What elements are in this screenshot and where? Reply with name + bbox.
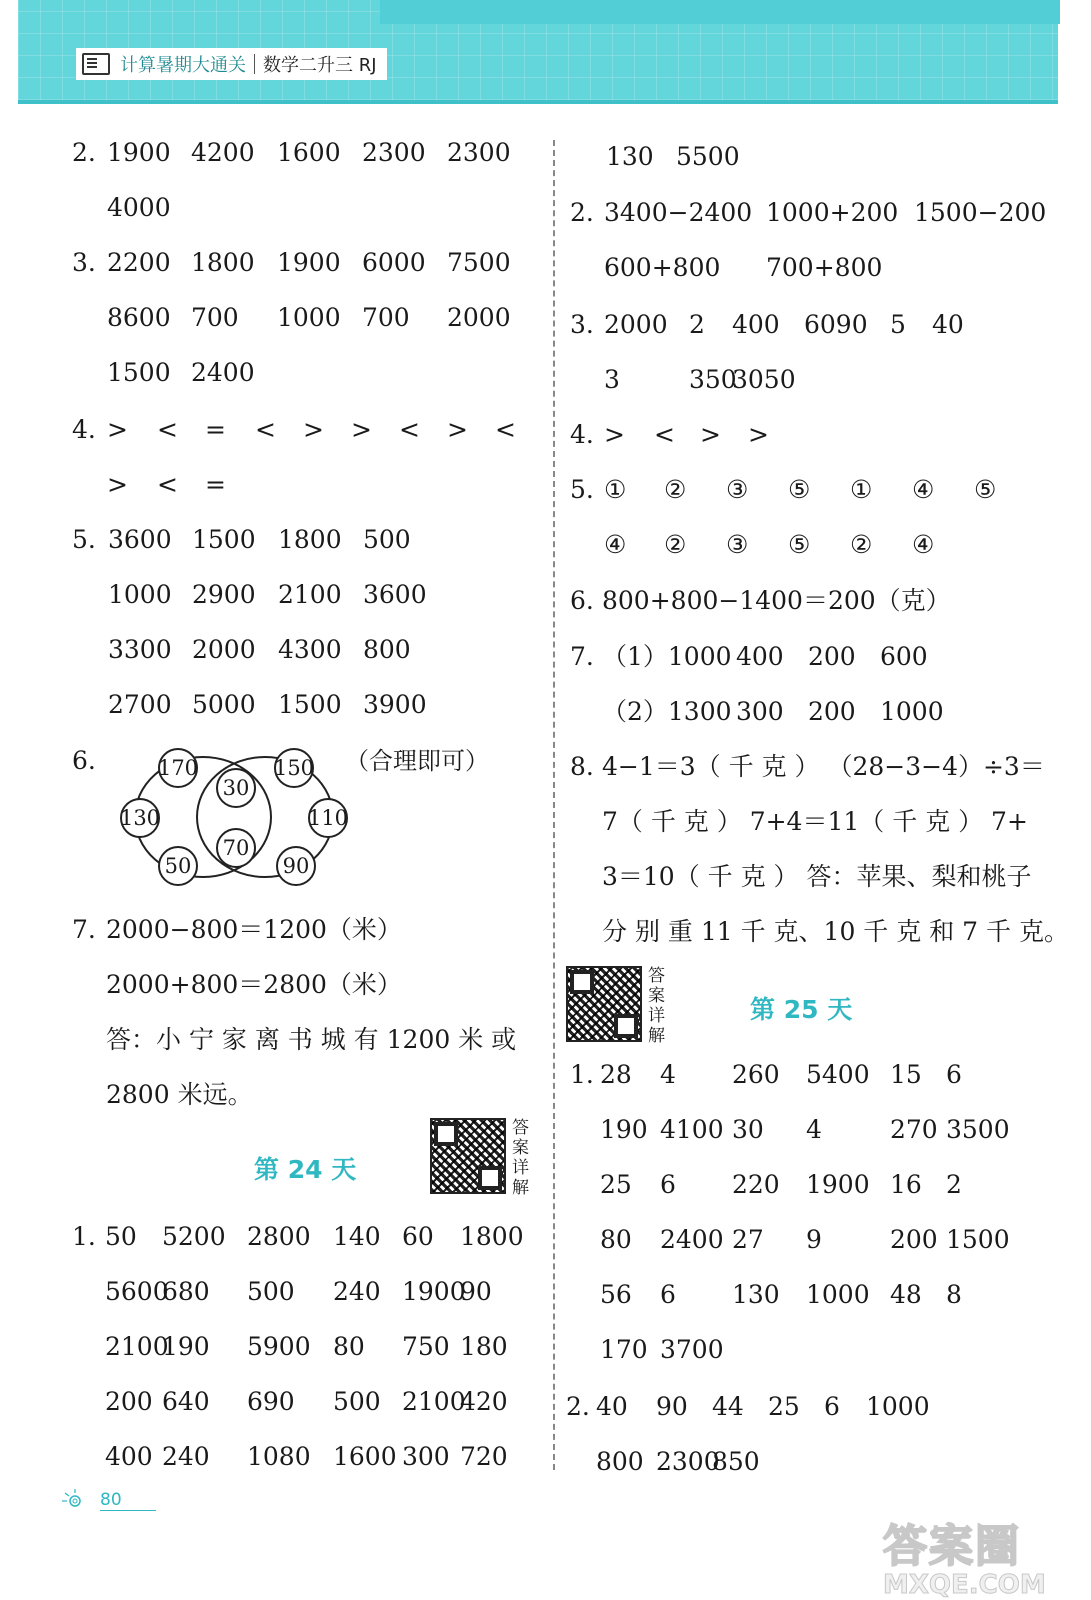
answer-value: ①	[604, 475, 627, 504]
answer-value: ②	[850, 530, 873, 559]
answer-value: 270	[890, 1115, 938, 1144]
answer-value: 190	[162, 1332, 210, 1361]
answer-value: <	[255, 415, 276, 444]
answer-value: 1000	[866, 1392, 930, 1421]
answer-value: 700	[362, 303, 410, 332]
answer-value: 6090	[804, 310, 868, 339]
answer-value: 130	[606, 142, 654, 171]
answer-value: 3400−2400	[604, 198, 753, 227]
answer-value: 5600	[105, 1277, 169, 1306]
answer-text: 2000−800＝1200（米）	[106, 915, 402, 944]
sun-icon	[60, 1488, 90, 1510]
answer-value: 80	[333, 1332, 365, 1361]
answer-value: 600+800	[604, 253, 721, 282]
answer-text: 3＝10（ 千 克 ） 答：苹果、梨和桃子	[602, 862, 1032, 891]
answer-value: 2400	[660, 1225, 724, 1254]
number-circle: 30	[216, 768, 256, 808]
answer-value: 3600	[363, 580, 427, 609]
answer-value: <	[654, 420, 675, 449]
answer-value: 25	[768, 1392, 800, 1421]
answer-value: 25	[600, 1170, 632, 1199]
question-number: 1.	[72, 1222, 96, 1251]
answer-value: 80	[600, 1225, 632, 1254]
answer-value: 240	[333, 1277, 381, 1306]
question-number: 5.	[72, 525, 96, 554]
question-number: 6.	[570, 586, 594, 615]
answer-value: 200	[105, 1387, 153, 1416]
answer-value: 8600	[107, 303, 171, 332]
answer-value: ②	[664, 530, 687, 559]
answer-value: 750	[402, 1332, 450, 1361]
answer-value: 15	[890, 1060, 922, 1089]
answer-value: 2200	[107, 248, 171, 277]
answer-value: 5500	[676, 142, 740, 171]
answer-value: ⑤	[788, 475, 811, 504]
answer-value: 2700	[108, 690, 172, 719]
qr-code-day24	[430, 1118, 506, 1194]
answer-text: 分 别 重 11 千 克、10 千 克 和 7 千 克。	[602, 917, 1069, 946]
question-number: 4.	[570, 420, 594, 449]
answer-value: 60	[402, 1222, 434, 1251]
header-label	[76, 48, 387, 80]
answer-value: 2000	[192, 635, 256, 664]
answer-value: 4000	[107, 193, 171, 222]
question-number: 7.	[72, 915, 96, 944]
answer-value: 2300	[447, 138, 511, 167]
number-circle: 70	[216, 828, 256, 868]
answer-value: 190	[600, 1115, 648, 1144]
answer-value: ④	[912, 475, 935, 504]
answer-value: 600	[880, 642, 928, 671]
answer-value: 700+800	[766, 253, 883, 282]
header-fold	[380, 0, 1060, 24]
answer-value: 2300	[362, 138, 426, 167]
answer-value: 1800	[191, 248, 255, 277]
answer-value: 50	[105, 1222, 137, 1251]
answer-value: 690	[247, 1387, 295, 1416]
answer-value: 200	[808, 642, 856, 671]
answer-value: ④	[604, 530, 627, 559]
answer-value: 720	[460, 1442, 508, 1471]
answer-value: 6	[946, 1060, 962, 1089]
qr-label-day24: 答案详解	[512, 1118, 529, 1198]
answer-value: 2	[689, 310, 705, 339]
answer-value: 90	[656, 1392, 688, 1421]
answer-value: 28	[600, 1060, 632, 1089]
answer-value: >	[447, 415, 468, 444]
answer-value: 1900	[402, 1277, 466, 1306]
number-circle: 150	[274, 748, 314, 788]
header-separator	[254, 54, 255, 74]
answer-value: 850	[712, 1447, 760, 1476]
answer-value: 200	[808, 697, 856, 726]
answer-value: 30	[732, 1115, 764, 1144]
answer-value: 2300	[656, 1447, 720, 1476]
answer-value: 680	[162, 1277, 210, 1306]
answer-value: ①	[850, 475, 873, 504]
answer-value: 3050	[732, 365, 796, 394]
answer-value: <	[157, 415, 178, 444]
answer-value: 240	[162, 1442, 210, 1471]
header-series: 计算暑期大通关	[120, 55, 246, 76]
book-icon	[82, 53, 110, 75]
answer-value: 400	[105, 1442, 153, 1471]
page-number: 80	[100, 1490, 156, 1511]
answer-value: 3600	[108, 525, 172, 554]
answer-text: 800+800−1400＝200（克）	[602, 586, 951, 615]
answer-value: 9	[806, 1225, 822, 1254]
answer-value: =	[205, 470, 226, 499]
number-circle: 170	[158, 748, 198, 788]
answer-value: ②	[664, 475, 687, 504]
answer-value: 5200	[162, 1222, 226, 1251]
answer-value: 16	[890, 1170, 922, 1199]
watermark-top: 答案圈	[883, 1521, 1021, 1572]
qr-code-day25	[566, 966, 642, 1042]
number-circle: 90	[276, 846, 316, 886]
answer-value: 6	[660, 1280, 676, 1309]
answer-value: 130	[732, 1280, 780, 1309]
answer-value: 1000	[277, 303, 341, 332]
answer-value: 27	[732, 1225, 764, 1254]
answer-value: 1600	[333, 1442, 397, 1471]
answer-value: 5	[890, 310, 906, 339]
qr-label-day25: 答案详解	[648, 966, 665, 1046]
answer-value: 1000+200	[766, 198, 899, 227]
answer-value: 1000	[108, 580, 172, 609]
answer-value: 1600	[277, 138, 341, 167]
answer-value: 4200	[191, 138, 255, 167]
answer-value: =	[205, 415, 226, 444]
question-number: 6.	[72, 746, 96, 775]
answer-value: 640	[162, 1387, 210, 1416]
answer-text: 4−1＝3（ 千 克 ） （28−3−4）÷3＝	[602, 752, 1045, 781]
answer-value: 350	[689, 365, 737, 394]
answer-value: 180	[460, 1332, 508, 1361]
answer-value: 1080	[247, 1442, 311, 1471]
answer-value: 2000	[447, 303, 511, 332]
answer-value: 300	[736, 697, 784, 726]
answer-value: 140	[333, 1222, 381, 1251]
number-circle: 130	[120, 798, 160, 838]
answer-value: 44	[712, 1392, 744, 1421]
answer-value: 2100	[105, 1332, 169, 1361]
answer-value: 420	[460, 1387, 508, 1416]
question-number: 2.	[566, 1392, 590, 1421]
answer-text: 7（ 千 克 ） 7+4＝11（ 千 克 ） 7+	[602, 807, 1028, 836]
answer-value: 1500	[107, 358, 171, 387]
answer-value: ③	[726, 475, 749, 504]
answer-value: 400	[736, 642, 784, 671]
answer-value: 1900	[107, 138, 171, 167]
answer-value: 1800	[460, 1222, 524, 1251]
question-number: 1.	[570, 1060, 594, 1089]
answer-value: 1000	[806, 1280, 870, 1309]
answer-value: 40	[932, 310, 964, 339]
header-subject: 数学二升三 RJ	[263, 55, 377, 76]
question-number: 3.	[72, 248, 96, 277]
number-circle: 50	[158, 846, 198, 886]
question-number: 8.	[570, 752, 594, 781]
answer-value: 3900	[363, 690, 427, 719]
answer-text: 2000+800＝2800（米）	[106, 970, 402, 999]
answer-value: 48	[890, 1280, 922, 1309]
answer-value: 6	[824, 1392, 840, 1421]
answer-value: 3500	[946, 1115, 1010, 1144]
answer-value: ④	[912, 530, 935, 559]
answer-value: 800	[596, 1447, 644, 1476]
answer-value: 2400	[191, 358, 255, 387]
answer-value: 6	[660, 1170, 676, 1199]
answer-value: 700	[191, 303, 239, 332]
watermark	[883, 1510, 1063, 1600]
answer-value: （2）1300	[602, 697, 732, 726]
section-title-day25: 第 25 天	[750, 995, 853, 1024]
answer-value: 2	[946, 1170, 962, 1199]
answer-value: >	[303, 415, 324, 444]
answer-value: 90	[460, 1277, 492, 1306]
answer-value: 1500	[278, 690, 342, 719]
answer-value: 4	[806, 1115, 822, 1144]
answer-value: 1500	[946, 1225, 1010, 1254]
q6-note: （合理即可）	[345, 747, 489, 775]
answer-value: 170	[600, 1335, 648, 1364]
answer-value: <	[495, 415, 516, 444]
answer-value: >	[107, 470, 128, 499]
answer-value: 40	[596, 1392, 628, 1421]
answer-value: <	[157, 470, 178, 499]
answer-value: 2900	[192, 580, 256, 609]
answer-value: 7500	[447, 248, 511, 277]
answer-value: 4	[660, 1060, 676, 1089]
answer-value: 3700	[660, 1335, 724, 1364]
answer-value: 300	[402, 1442, 450, 1471]
answer-value: >	[748, 420, 769, 449]
answer-value: 260	[732, 1060, 780, 1089]
answer-value: 4300	[278, 635, 342, 664]
question-number: 2.	[72, 138, 96, 167]
question-number: 7.	[570, 642, 594, 671]
answer-value: 1900	[277, 248, 341, 277]
question-number: 4.	[72, 415, 96, 444]
answer-value: ⑤	[788, 530, 811, 559]
answer-value: ⑤	[974, 475, 997, 504]
answer-value: 5400	[806, 1060, 870, 1089]
answer-value: 500	[247, 1277, 295, 1306]
answer-value: 1500−200	[914, 198, 1047, 227]
answer-value: 500	[363, 525, 411, 554]
question-number: 5.	[570, 475, 594, 504]
answer-value: >	[700, 420, 721, 449]
answer-value: 3300	[108, 635, 172, 664]
question-number: 3.	[570, 310, 594, 339]
answer-value: 1800	[278, 525, 342, 554]
answer-text: 答：小 宁 家 离 书 城 有 1200 米 或	[106, 1025, 517, 1054]
answer-text: 2800 米远。	[106, 1080, 253, 1109]
section-title-day24: 第 24 天	[254, 1155, 357, 1184]
answer-value: 1000	[880, 697, 944, 726]
answer-value: 220	[732, 1170, 780, 1199]
answer-value: 4100	[660, 1115, 724, 1144]
answer-value: 2100	[278, 580, 342, 609]
number-circle: 110	[308, 798, 348, 838]
column-divider	[553, 140, 555, 1470]
answer-value: <	[399, 415, 420, 444]
answer-value: 2100	[402, 1387, 466, 1416]
answer-value: 200	[890, 1225, 938, 1254]
watermark-bottom: MXQE.COM	[883, 1570, 1046, 1600]
answer-value: 2800	[247, 1222, 311, 1251]
answer-value: 400	[732, 310, 780, 339]
answer-value: 2000	[604, 310, 668, 339]
answer-value: ③	[726, 530, 749, 559]
answer-value: 1500	[192, 525, 256, 554]
answer-value: 5000	[192, 690, 256, 719]
answer-value: 8	[946, 1280, 962, 1309]
answer-value: >	[604, 420, 625, 449]
answer-value: 500	[333, 1387, 381, 1416]
answer-value: 1900	[806, 1170, 870, 1199]
answer-value: 6000	[362, 248, 426, 277]
answer-value: 5900	[247, 1332, 311, 1361]
question-number: 2.	[570, 198, 594, 227]
answer-value: >	[107, 415, 128, 444]
answer-value: 800	[363, 635, 411, 664]
answer-value: （1）1000	[602, 642, 732, 671]
answer-value: >	[351, 415, 372, 444]
answer-value: 56	[600, 1280, 632, 1309]
answer-value: 3	[604, 365, 620, 394]
